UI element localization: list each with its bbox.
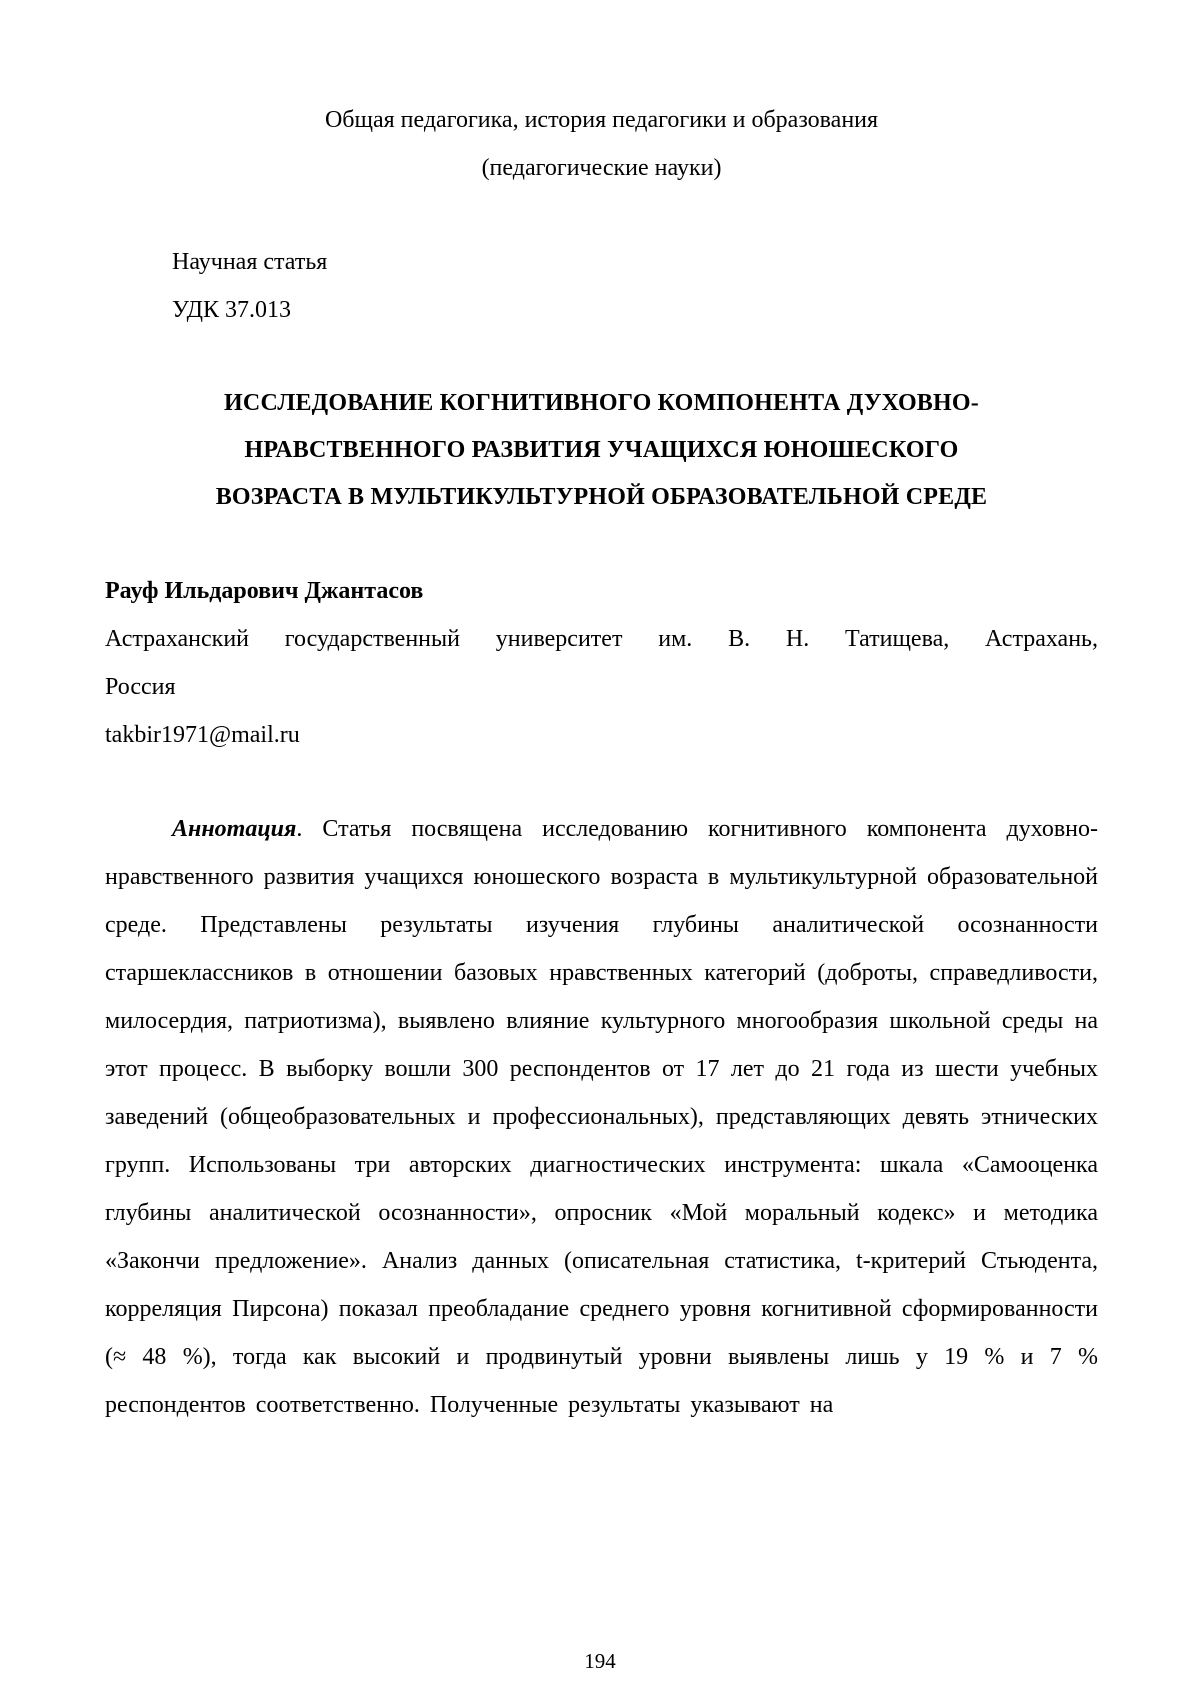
article-title (105, 380, 1098, 521)
article-type-label: Научная статья (172, 249, 328, 275)
article-title-line-1: ИССЛЕДОВАНИЕ КОГНИТИВНОГО КОМПОНЕНТА ДУХОВНО- (224, 390, 979, 416)
spacer (105, 192, 1098, 238)
page-number: 194 (584, 1649, 616, 1673)
udc-number: УДК 37.013 (172, 297, 291, 323)
author-affiliation-line-2: Россия (105, 674, 176, 700)
article-title-line-3: ВОЗРАСТА В МУЛЬТИКУЛЬТУРНОЙ ОБРАЗОВАТЕЛЬНОЙ СРЕДЕ (215, 484, 988, 510)
article-title-line-2: НРАВСТВЕННОГО РАЗВИТИЯ УЧАЩИХСЯ ЮНОШЕСКОГО (244, 437, 959, 463)
abstract-text: . Статья посвящена исследованию когнитивного компонента духовно-нравственного развития учащихся юношеского возраста в мультикультурной образовательной среде. Представлены результаты изучения глубины аналитической осознанности старшеклассников в отношении базовых нравственных категорий (доброты, справедливости, милосердия, патриотизма), выявлено влияние культурного многообразия школьной среды на этот процесс. В выборку вошли 300 респондентов от 17 лет до 21 года из шести учебных заведений (общеобразовательных и профессиональных), представляющих девять этнических групп. Использованы три авторских диагностических инструмента: шкала «Самооценка глубины аналитической осознанности», опросник «Мой моральный кодекс» и методика «Закончи предложение». Анализ данных (описательная статистика, t-критерий Стьюдента, корреляция Пирсона) показал преобладание среднего уровня когнитивной сформированности (≈ 48 %), тогда как высокий и продвинутый уровни выявлены лишь у 19 % и 7 % респондентов соответственно. Полученные результаты указывают на (105, 816, 1098, 1418)
abstract-paragraph (105, 805, 1098, 1429)
author-email: takbir1971@mail.ru (105, 722, 300, 748)
spacer (105, 759, 1098, 805)
journal-section-subheading: (педагогические науки) (481, 155, 722, 181)
author-name: Рауф Ильдарович Джантасов (105, 578, 424, 604)
abstract-label: Аннотация (172, 816, 297, 842)
author-affiliation-line-1: Астраханский государственный университет им. В. Н. Татищева, Астрахань, (105, 626, 1098, 652)
spacer (105, 334, 1098, 380)
journal-section-heading: Общая педагогика, история педагогики и образования (324, 107, 879, 133)
spacer (105, 521, 1098, 567)
